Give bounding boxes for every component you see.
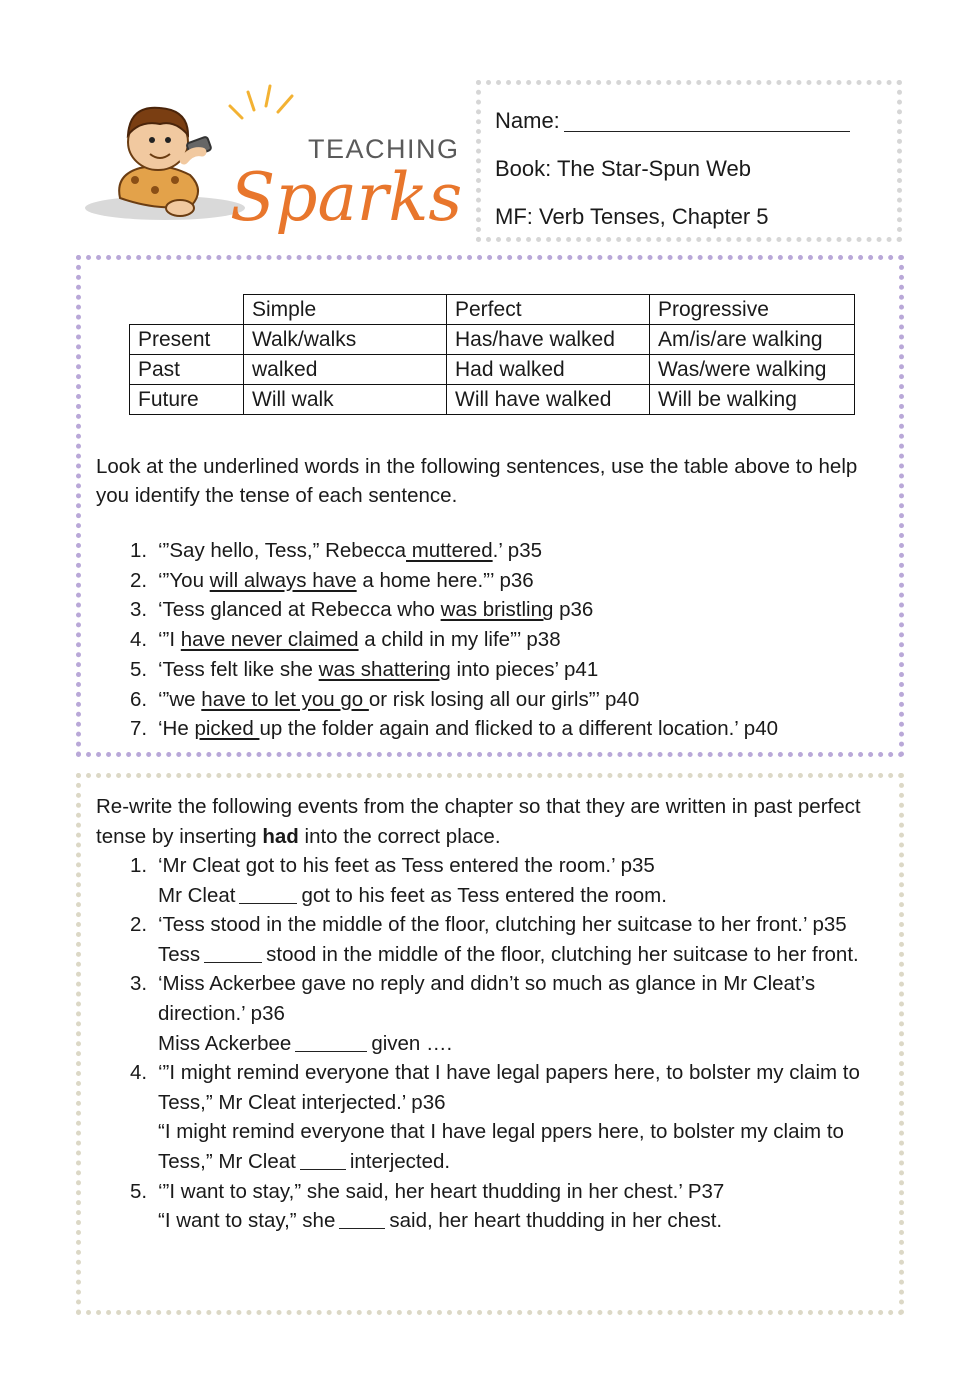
row-label: Future	[130, 385, 244, 415]
item-number: 4.	[130, 628, 148, 652]
item-number: 7.	[130, 717, 148, 741]
answer-blank[interactable]	[295, 1032, 367, 1052]
tense-section	[76, 255, 904, 757]
section2-instruction	[96, 792, 886, 851]
list-item	[96, 851, 886, 910]
sentence-text: ‘”we	[158, 687, 202, 711]
item-number: 1.	[130, 854, 148, 877]
rewrite-line	[158, 940, 886, 970]
table-cell: Has/have walked	[447, 325, 650, 355]
item-number: 5.	[130, 1179, 148, 1203]
rewrite-line	[158, 1029, 886, 1059]
rewrite-text: “I want to stay,” she	[158, 1209, 336, 1233]
name-label: Name:	[495, 108, 560, 133]
underlined-verb: have to let you go	[201, 687, 369, 711]
sentence-text: into pieces’ p41	[450, 657, 599, 681]
table-row	[130, 325, 855, 355]
table-header-cell: Progressive	[650, 295, 855, 325]
list-item	[96, 714, 896, 744]
table-corner-cell	[130, 295, 244, 325]
item-number: 6.	[130, 687, 148, 711]
table-row	[130, 355, 855, 385]
sentence-text: up the folder again and flicked to a different location.’ p40	[259, 717, 778, 741]
item-number: 1.	[130, 539, 148, 562]
rewrite-text: Miss Ackerbee	[158, 1031, 292, 1055]
item-number: 2.	[130, 568, 148, 592]
list-item	[96, 655, 896, 685]
list-item	[96, 685, 896, 715]
row-label: Past	[130, 355, 244, 385]
list-item	[96, 625, 896, 655]
table-cell: Will be walking	[650, 385, 855, 415]
rewrite-line	[158, 1117, 886, 1176]
verb-tense-table	[129, 294, 855, 415]
sentence-list	[96, 536, 896, 744]
table-cell: Will walk	[244, 385, 447, 415]
table-cell: walked	[244, 355, 447, 385]
table-cell: Walk/walks	[244, 325, 447, 355]
list-item	[96, 969, 886, 1058]
sentence-text: a child in my life”’ p38	[358, 628, 561, 652]
underlined-verb: will always have	[209, 568, 357, 592]
list-item	[96, 1058, 886, 1176]
table-header-cell: Simple	[244, 295, 447, 325]
logo-top-text: TEACHING	[308, 134, 460, 164]
rewrite-text: given ….	[371, 1031, 453, 1055]
rewrite-text: stood in the middle of the floor, clutching her suitcase to her front.	[266, 942, 859, 966]
logo-bottom-text: Sparks	[230, 159, 460, 236]
event-quote: ‘”I might remind everyone that I have legal papers here, to bolster my claim to Tess,” Mr Cleat interjected.’ p36	[158, 1061, 860, 1114]
sentence-text: .’ p35	[492, 539, 543, 562]
event-quote: ‘Tess stood in the middle of the floor, clutching her suitcase to her front.’ p35	[158, 913, 847, 937]
underlined-verb: muttered	[406, 539, 493, 562]
table-cell: Was/were walking	[650, 355, 855, 385]
instruction-text: Re-write the following events from the chapter so that they are written in past perfect tense by inserting	[96, 795, 861, 848]
instruction-text: into the correct place.	[298, 824, 501, 848]
item-number: 4.	[130, 1061, 148, 1085]
sentence-text: ‘”Say hello, Tess,” Rebecca	[158, 539, 407, 562]
sentence-text: ‘”You	[158, 568, 210, 592]
event-list	[96, 851, 886, 1236]
rewrite-text: interjected.	[349, 1149, 451, 1173]
event-quote: ‘Miss Ackerbee gave no reply and didn’t so much as glance in Mr Cleat’s direction.’ p36	[158, 972, 816, 1025]
sentence-text: ‘”I	[158, 628, 181, 652]
section1-instruction: Look at the underlined words in the following sentences, use the table above to help you identify the tense of each sentence.	[96, 455, 858, 507]
name-row	[495, 97, 883, 145]
answer-blank[interactable]	[239, 884, 297, 904]
rewrite-text: Tess	[158, 942, 201, 966]
list-item	[96, 910, 886, 969]
book-title: Book: The Star-Spun Web	[495, 156, 751, 181]
table-row	[130, 385, 855, 415]
rewrite-line	[158, 881, 886, 911]
sentence-text: ‘Tess felt like she	[158, 657, 319, 681]
row-label: Present	[130, 325, 244, 355]
instruction-bold-word: had	[262, 824, 299, 848]
rewrite-text: got to his feet as Tess entered the room.	[301, 883, 667, 907]
sentence-text: ‘Tess glanced at Rebecca who	[158, 598, 441, 622]
mf-topic: MF: Verb Tenses, Chapter 5	[495, 204, 769, 229]
sentence-text: a home here.”’ p36	[356, 568, 534, 592]
rewrite-text: “I might remind everyone that I have legal ppers here, to bolster my claim to Tess,” Mr Cleat	[158, 1120, 844, 1173]
underlined-verb: have never claimed	[180, 628, 359, 652]
item-number: 5.	[130, 657, 148, 681]
underlined-verb: was bristling	[440, 598, 554, 622]
list-item	[96, 1177, 886, 1236]
table-header-row	[130, 295, 855, 325]
rewrite-text: said, her heart thudding in her chest.	[389, 1209, 723, 1233]
table-cell: Am/is/are walking	[650, 325, 855, 355]
item-number: 3.	[130, 972, 148, 996]
caveman-mascot-icon	[85, 108, 245, 220]
sentence-text: ‘He	[158, 717, 195, 741]
item-number: 3.	[130, 598, 148, 622]
list-item	[96, 536, 896, 566]
table-header-cell: Perfect	[447, 295, 650, 325]
teaching-sparks-logo	[80, 80, 460, 240]
table-cell: Will have walked	[447, 385, 650, 415]
sentence-text: or risk losing all our girls”’ p40	[368, 687, 640, 711]
answer-blank[interactable]	[204, 943, 262, 963]
event-quote: ‘”I want to stay,” she said, her heart thudding in her chest.’ P37	[158, 1179, 725, 1203]
event-quote: ‘Mr Cleat got to his feet as Tess entered the room.’ p35	[158, 854, 655, 877]
underlined-verb: was shattering	[318, 657, 451, 681]
underlined-verb: picked	[194, 717, 260, 741]
answer-blank[interactable]	[300, 1150, 346, 1170]
name-input-line[interactable]	[564, 106, 850, 132]
answer-blank[interactable]	[339, 1209, 385, 1229]
item-number: 2.	[130, 913, 148, 937]
rewrite-text: Mr Cleat	[158, 883, 236, 907]
header-box	[476, 80, 902, 242]
list-item	[96, 566, 896, 596]
sentence-text: p36	[553, 598, 594, 622]
past-perfect-section	[76, 773, 904, 1315]
table-cell: Had walked	[447, 355, 650, 385]
rewrite-line	[158, 1206, 886, 1236]
list-item	[96, 595, 896, 625]
